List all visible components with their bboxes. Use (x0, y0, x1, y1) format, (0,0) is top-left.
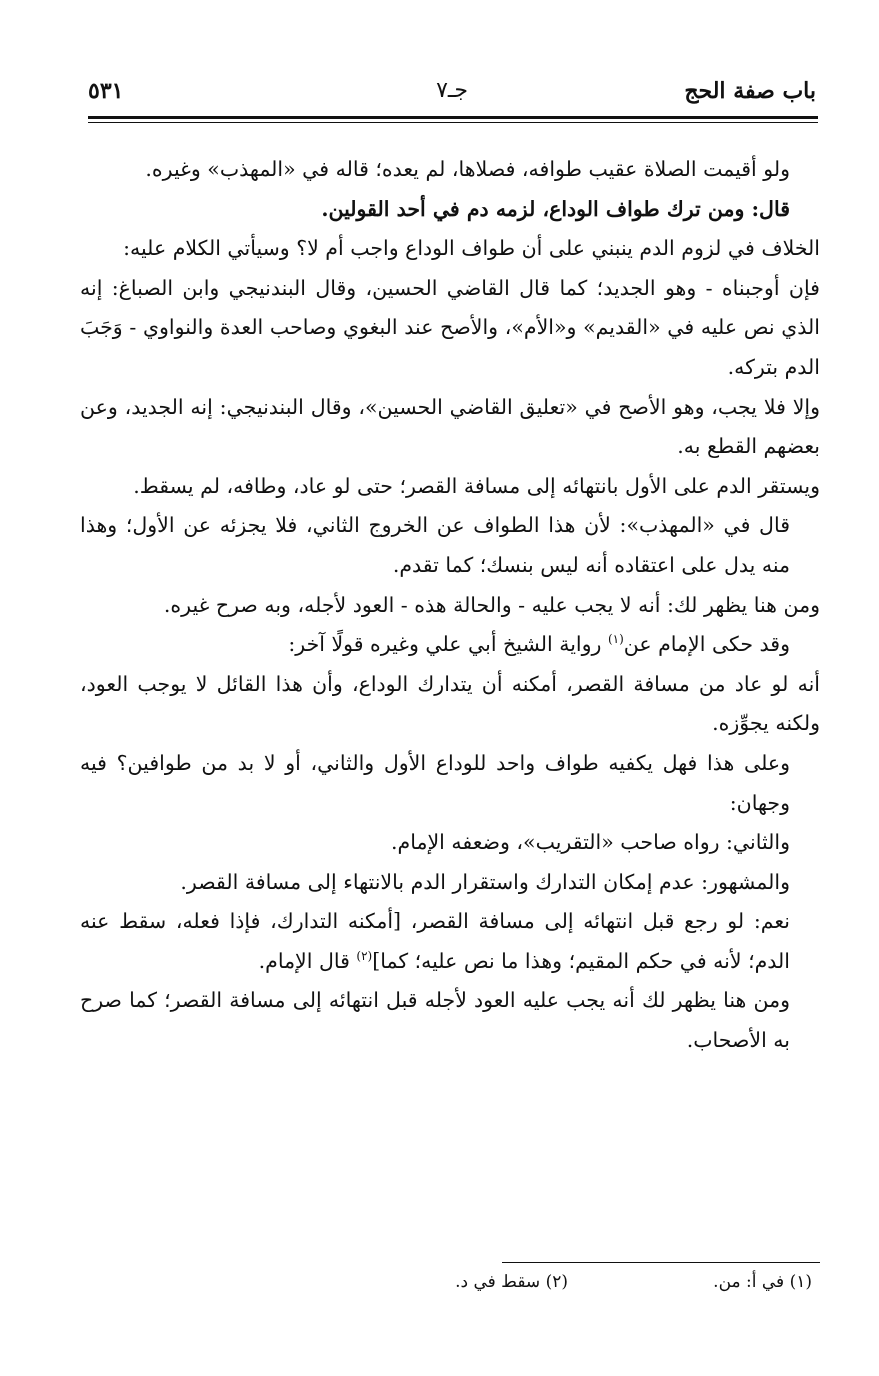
footnote-1: (١) في أ: من. (713, 1272, 812, 1292)
volume-number: جـ٧ (436, 78, 468, 103)
paragraph: قال في «المهذب»: لأن هذا الطواف عن الخروج الثاني، فلا يجزئه عن الأول؛ وهذا منه يدل على اعتقاده أنه ليس بنسك؛ كما تقدم. (80, 513, 790, 577)
paragraph (80, 902, 820, 981)
paragraph: والثاني: رواه صاحب «التقريب»، وضعفه الإمام. (391, 830, 790, 855)
paragraph: وإلا فلا يجب، وهو الأصح في «تعليق القاضي الحسين»، وقال البندنيجي: إنه الجديد، وعن بعضهم القطع به. (80, 394, 820, 459)
paragraph: وعلى هذا فهل يكفيه طواف واحد للوداع الأول والثاني، أو لا بد من طوافين؟ فيه وجهان: (80, 750, 790, 815)
footnotes (300, 1272, 820, 1306)
footnote-2: (٢) سقط في د. (455, 1272, 568, 1292)
paragraph: فإن أوجبناه - وهو الجديد؛ كما قال القاضي الحسين، وقال البندنيجي وابن الصباغ: إنه الذي نص عليه في «القديم» و«الأم»، والأصح عند البغوي وصاحب العدة والنواوي - وَجَبَ الدم بتركه. (80, 275, 820, 379)
paragraph: ومن هنا يظهر لك أنه يجب عليه العود لأجله قبل انتهائه إلى مسافة القصر؛ كما صرح به الأصحاب. (80, 988, 790, 1053)
paragraph: ويستقر الدم على الأول بانتهائه إلى مسافة القصر؛ حتى لو عاد، وطافه، لم يسقط. (133, 473, 820, 498)
header-rule-thick (88, 116, 818, 119)
paragraph: والمشهور: عدم إمكان التدارك واستقرار الدم بالانتهاء إلى مسافة القصر. (180, 869, 790, 894)
paragraph: أنه لو عاد من مسافة القصر، أمكنه أن يتدارك الوداع، وأن هذا القائل لا يوجب العود، ولكنه يجوِّزه. (80, 671, 820, 736)
footnote-ref-2: (٢) (356, 949, 373, 964)
paragraph-text: وقد حكى الإمام عن (623, 632, 790, 657)
paragraph: ولو أقيمت الصلاة عقيب طوافه، فصلاها، لم يعده؛ قاله في «المهذب» وغيره. (145, 157, 790, 181)
page-number: ٥٣١ (88, 78, 124, 104)
header-rule-thin (88, 122, 818, 123)
paragraph-text: رواية الشيخ أبي علي وغيره قولًا آخر: (288, 632, 608, 657)
paragraph-text: نعم: لو رجع قبل انتهائه إلى مسافة القصر، [أمكنه التدارك، فإذا فعله، سقط عنه الدم؛ لأنه في حكم المقيم؛ وهذا ما نص عليه؛ كما] (80, 909, 790, 973)
chapter-title: باب صفة الحج (684, 78, 816, 104)
paragraph: الخلاف في لزوم الدم ينبني على أن طواف الوداع واجب أم لا؟ وسيأتي الكلام عليه: (123, 236, 820, 261)
running-header (88, 78, 816, 112)
paragraph: ومن هنا يظهر لك: أنه لا يجب عليه - والحالة هذه - العود لأجله، وبه صرح غيره. (163, 592, 820, 617)
paragraph-text: قال الإمام. (258, 948, 357, 973)
footnote-separator (502, 1262, 820, 1263)
matn-paragraph: قال: ومن ترك طواف الوداع، لزمه دم في أحد القولين. (321, 196, 790, 221)
main-text (80, 150, 820, 1061)
footnote-ref-1: (١) (607, 632, 624, 647)
paragraph (80, 625, 820, 665)
